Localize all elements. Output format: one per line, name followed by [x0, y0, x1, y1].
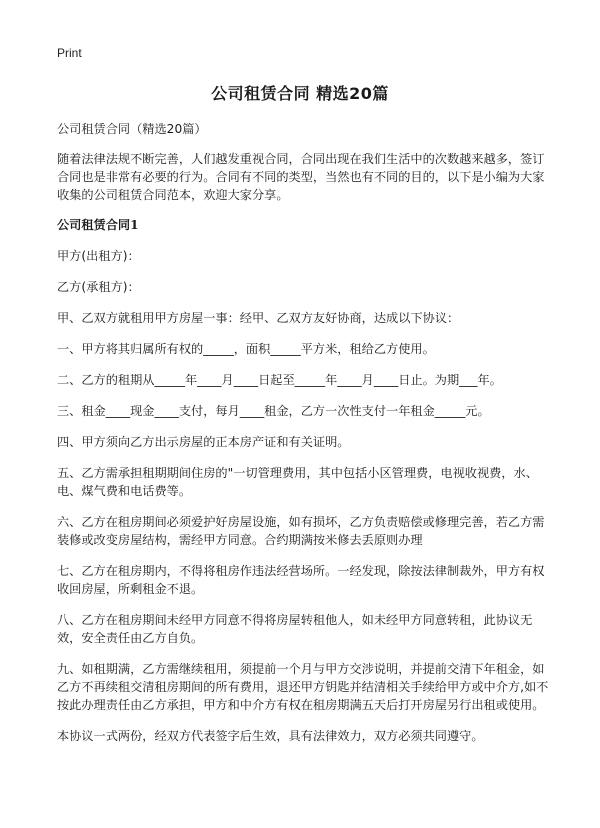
clause-3: 三、租金____现金____支付，每月____租金，乙方一次性支付一年租金_____元。	[57, 404, 490, 418]
clause-7: 七、乙方在租房期内，不得将租房作违法经营场所。一经发现，除按法律制裁外，甲方有权收回房屋，所剩租金不退。	[57, 564, 545, 596]
clause-2: 二、乙方的租期从_____年____月____日起至_____年____月____日止。为期___年。	[57, 373, 502, 387]
clause-6: 六、乙方在租房期间必须爱护好房屋设施，如有损坏，乙方负责赔偿或修理完善，若乙方需装修或改变房屋结构，需经甲方同意。合约期满按米修去丢原则办理	[57, 515, 545, 547]
section-heading: 公司租赁合同1	[57, 218, 139, 232]
clause-8: 八、乙方在租房期间未经甲方同意不得将房屋转租他人，如未经甲方同意转租，此协议无效，安全责任由乙方自负。	[57, 613, 533, 645]
agreement-preamble: 甲、乙双方就租用甲方房屋一事：经甲、乙双方友好协商，达成以下协议：	[57, 311, 460, 325]
party-b-line: 乙方(承租方)：	[57, 280, 140, 294]
intro-paragraph: 随着法律法规不断完善，人们越发重视合同，合同出现在我们生活中的次数越来越多，签订合同也是非常有必要的行为。合同有不同的类型，当然也有不同的目的，以下是小编为大家收集的公司租赁合同范本，欢迎大家分享。	[57, 152, 545, 202]
clause-1: 一、甲方将其归属所有权的_____，面积_____平方米，租给乙方使用。	[57, 342, 435, 356]
page-title: 公司租赁合同 精选20篇	[211, 84, 389, 103]
clause-9: 九、如租期满，乙方需继续租用，须提前一个月与甲方交涉说明，并提前交清下年租金，如乙方不再续租交清租房期间的所有费用，退还甲方钥匙并结清相关手续给甲方或中介方,如不按此办理责任由乙方承担，甲方和中介方有权在租房期满五天后打开房屋另行出租或使用。	[57, 662, 549, 712]
document-body	[57, 120, 549, 758]
document-subtitle: 公司租赁合同（精选20篇）	[57, 122, 207, 136]
party-a-line: 甲方(出租方)：	[57, 249, 140, 263]
clause-4: 四、甲方须向乙方出示房屋的正本房产证和有关证明。	[57, 435, 350, 449]
print-link[interactable]: Print	[57, 46, 82, 60]
clause-5: 五、乙方需承担租期期间住房的"一切管理费用，其中包括小区管理费，电视收视费，水、电、煤气费和电话费等。	[57, 466, 538, 498]
closing-statement: 本协议一式两份，经双方代表签字后生效，具有法律效力，双方必须共同遵守。	[57, 729, 484, 743]
